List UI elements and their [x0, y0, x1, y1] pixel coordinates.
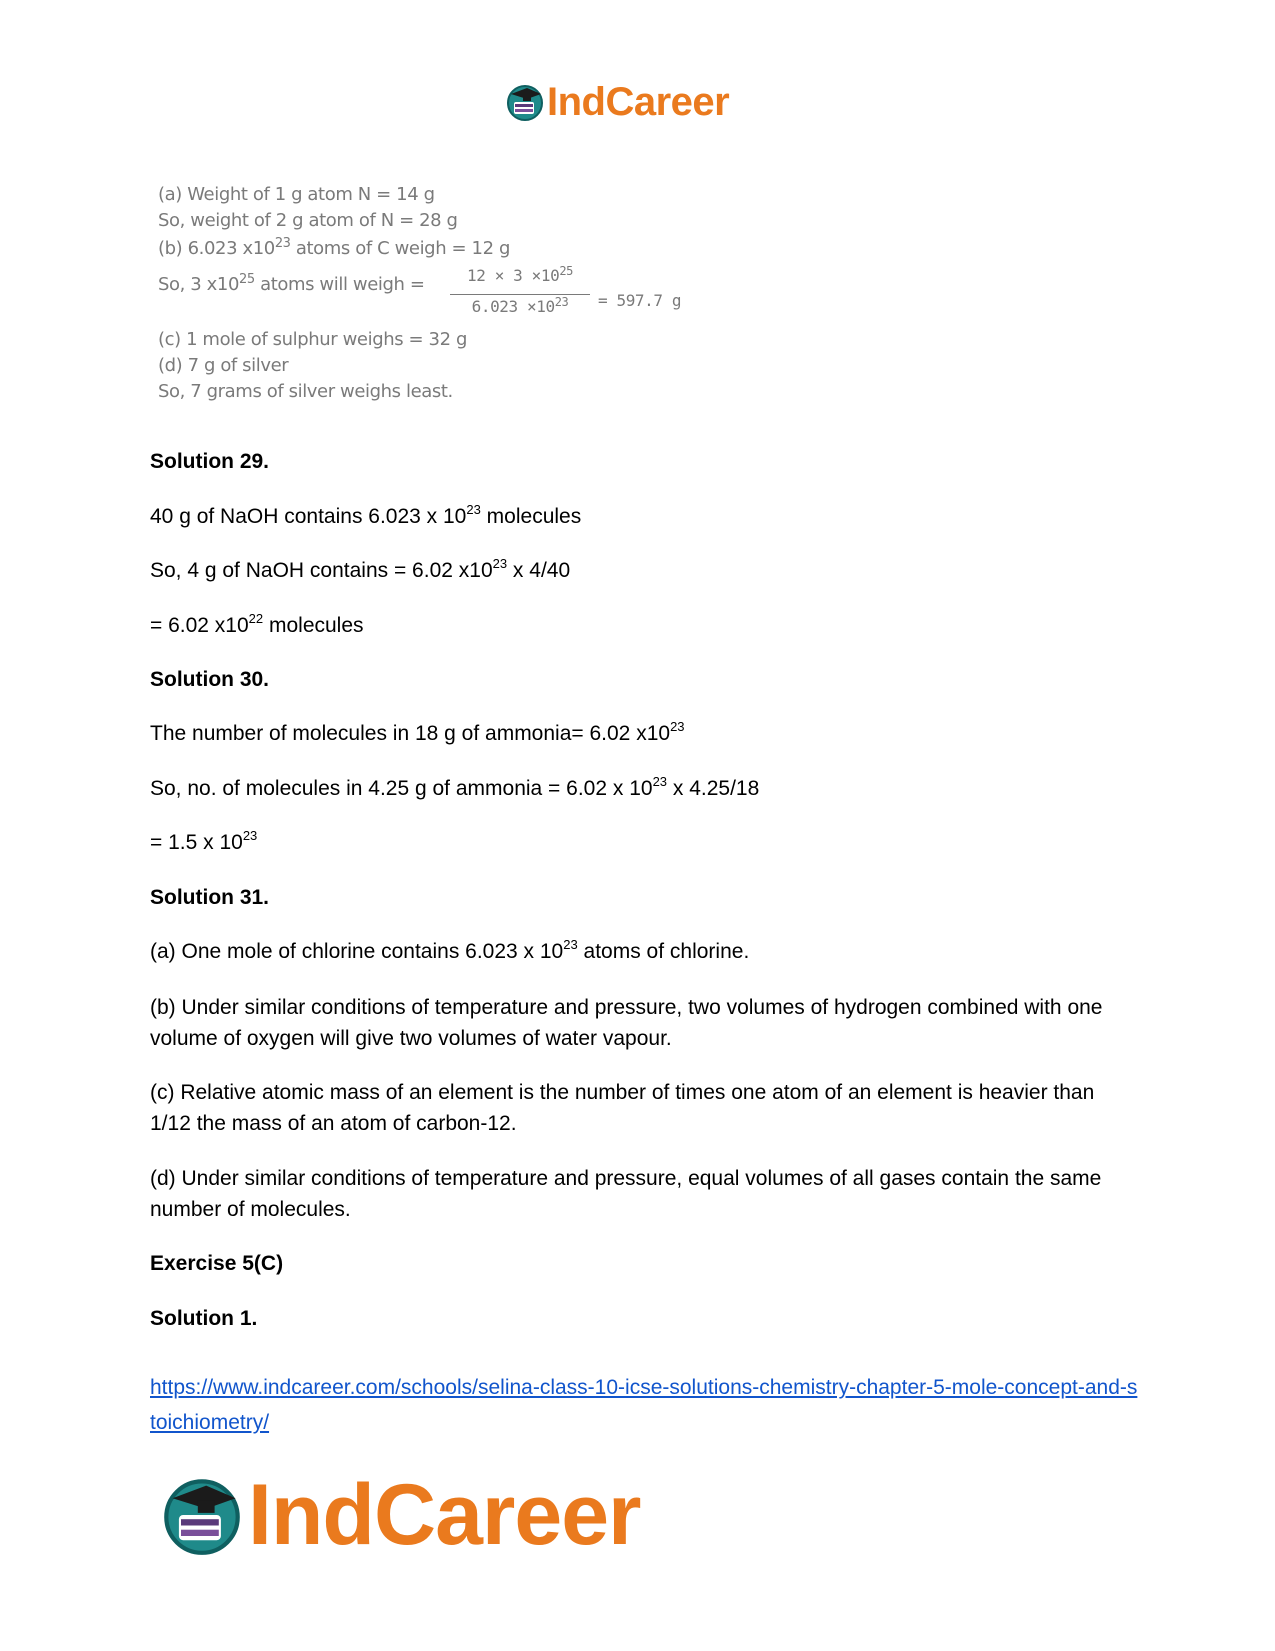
solution-30-heading: Solution 30.	[150, 668, 270, 691]
scan-line-a2: So, weight of 2 g atom of N = 28 g	[158, 210, 458, 231]
scan-line-b1: (b) 6.023 $x10^{23}$ atoms of C weigh = 12 g	[158, 236, 510, 259]
graduate-globe-icon	[505, 82, 545, 122]
scan-line-c: (c) 1 mole of sulphur weighs = 32 g	[158, 329, 467, 350]
solution-29-line-3: = 6.02 $x10^{22}$ molecules	[150, 611, 364, 637]
header-logo-text: IndCareer	[547, 80, 730, 124]
graduate-globe-icon	[160, 1473, 244, 1557]
fraction-denominator: $6.023 \times 10^{23}$	[471, 295, 569, 316]
scan-line-d1: (d) 7 g of silver	[158, 355, 289, 376]
exercise-heading: Exercise 5(C)	[150, 1252, 284, 1275]
scan-line-d2: So, 7 grams of silver weighs least.	[158, 381, 453, 402]
footer-logo	[160, 1467, 641, 1563]
scanned-solution-image	[158, 184, 718, 414]
solution-31-heading: Solution 31.	[150, 886, 270, 909]
solution-29-line-1: 40 g of NaOH contains 6.023 x $10^{23}$ molecules	[150, 502, 582, 528]
footer-logo-text: IndCareer	[248, 1467, 641, 1563]
solution-29-heading: Solution 29.	[150, 450, 270, 473]
header-logo	[505, 80, 729, 124]
solution-31-part-a: (a) One mole of chlorine contains 6.023 x $10^{23}$ atoms of chlorine.	[150, 937, 750, 963]
solution-1-heading: Solution 1.	[150, 1307, 258, 1330]
solution-30-line-3: = 1.5 x $10^{23}$	[150, 828, 258, 854]
solution-30-line-1: The number of molecules in 18 g of ammonia= 6.02 $x10^{23}$	[150, 719, 685, 745]
solution-31-part-d: (d) Under similar conditions of temperature and pressure, equal volumes of all gases contain the same number of molecules.	[150, 1167, 1102, 1221]
solution-31-part-c: (c) Relative atomic mass of an element is the number of times one atom of an element is heavier than 1/12 the mass of an atom of carbon-12.	[150, 1081, 1095, 1135]
solution-29-line-2: So, 4 g of NaOH contains = 6.02 $x10^{23}$ x 4/40	[150, 556, 571, 582]
fraction-result: = 597.7 g	[598, 291, 682, 310]
source-link[interactable]: https://www.indcareer.com/schools/selina-class-10-icse-solutions-chemistry-chapter-5-mole-concept-and-stoichiometry/	[150, 1376, 1138, 1434]
scan-line-b2: So, 3 $x10^{25}$ atoms will weigh =	[158, 272, 425, 295]
solution-31-part-b: (b) Under similar conditions of temperature and pressure, two volumes of hydrogen combined with one volume of oxygen will give two volumes of water vapour.	[150, 996, 1103, 1050]
fraction-bar	[450, 294, 590, 295]
fraction-numerator: $12 \times 3 \times 10^{25}$	[467, 264, 573, 285]
solution-30-line-2: So, no. of molecules in 4.25 g of ammonia = 6.02 x $10^{23}$ x 4.25/18	[150, 774, 760, 800]
scan-line-a1: (a) Weight of 1 g atom N = 14 g	[158, 184, 435, 205]
